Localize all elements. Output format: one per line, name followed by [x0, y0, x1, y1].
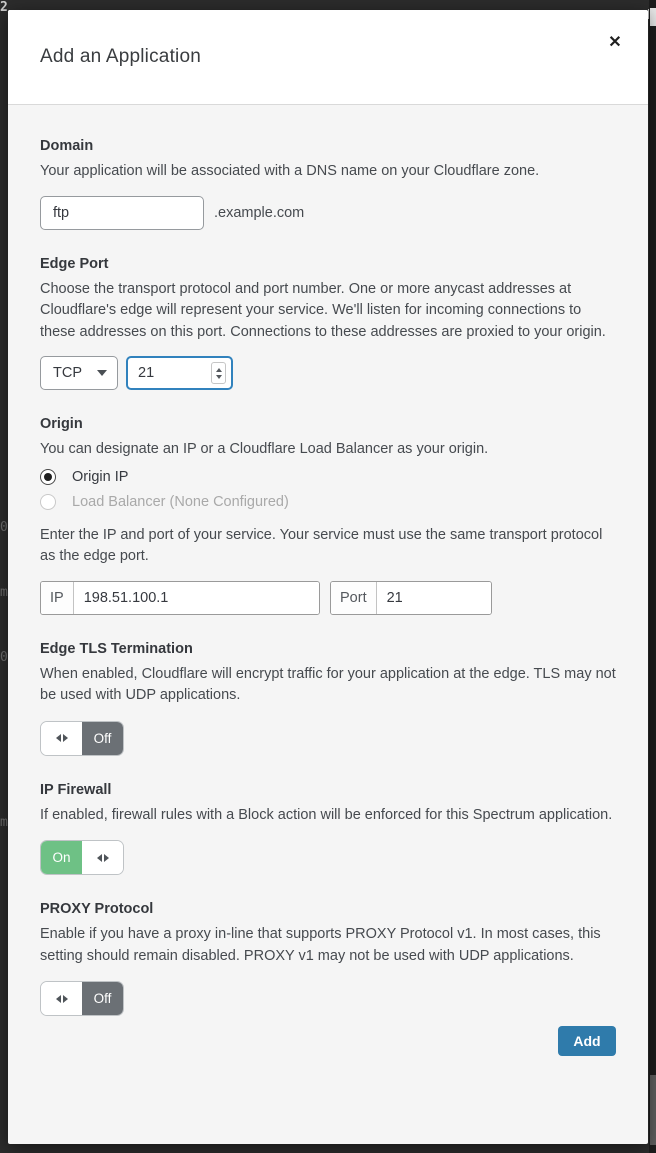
edge-port-section — [40, 255, 616, 391]
add-button[interactable]: Add — [558, 1026, 616, 1056]
ip-firewall-section — [40, 781, 616, 876]
proxy-protocol-heading: PROXY Protocol — [40, 901, 154, 917]
background-text-fragment: 2 — [0, 0, 8, 15]
domain-description: Your application will be associated with a DNS name on your Cloudflare zone. — [40, 163, 540, 179]
origin-port-field — [330, 581, 492, 615]
modal-footer — [40, 1026, 616, 1056]
firewall-toggle[interactable] — [40, 840, 124, 875]
proxy-protocol-description: Enable if you have a proxy in-line that supports PROXY Protocol v1. In most cases, this setting should remain disabled. PROXY v1 may not be used with UDP applications. — [40, 926, 601, 964]
origin-section — [40, 415, 616, 615]
domain-section — [40, 137, 616, 230]
origin-ip-input[interactable] — [74, 582, 319, 614]
proxy-toggle-state: Off — [82, 982, 123, 1015]
add-application-modal — [8, 10, 648, 1144]
protocol-select-value: TCP — [53, 365, 82, 381]
domain-input[interactable] — [40, 196, 204, 230]
radio-selected-icon — [40, 469, 56, 485]
toggle-handle — [41, 722, 82, 755]
scrollbar-thumb — [650, 1075, 656, 1145]
tls-toggle-state: Off — [82, 722, 123, 755]
toggle-handle — [41, 982, 82, 1015]
radio-load-balancer-label: Load Balancer (None Configured) — [72, 494, 289, 510]
background-scrollbar — [649, 0, 656, 1153]
number-spinner[interactable] — [211, 362, 226, 384]
background-text-fragment: m — [0, 585, 8, 600]
proxy-toggle[interactable] — [40, 981, 124, 1016]
chevron-down-icon — [97, 370, 107, 376]
spinner-up-icon — [216, 368, 222, 372]
origin-heading: Origin — [40, 416, 83, 432]
background-text-fragment: 0 — [0, 650, 8, 665]
edge-tls-section — [40, 640, 616, 756]
edge-port-heading: Edge Port — [40, 255, 109, 272]
port-field-label: Port — [331, 582, 377, 614]
radio-load-balancer — [40, 492, 616, 513]
radio-origin-ip-label: Origin IP — [72, 469, 129, 485]
modal-body — [8, 105, 648, 1144]
ip-field-label: IP — [41, 582, 74, 614]
modal-header — [8, 10, 648, 105]
radio-origin-ip[interactable] — [40, 467, 616, 488]
spinner-down-icon — [216, 375, 222, 379]
firewall-toggle-state: On — [41, 841, 82, 874]
ip-firewall-heading: IP Firewall — [40, 781, 112, 798]
toggle-arrows-icon — [56, 734, 68, 742]
toggle-arrows-icon — [97, 854, 109, 862]
ip-firewall-description: If enabled, firewall rules with a Block action will be enforced for this Spectrum application. — [40, 806, 613, 823]
domain-heading: Domain — [40, 138, 94, 154]
edge-port-description: Choose the transport protocol and port number. One or more anycast addresses at Cloudflare's edge will represent your service. We'll listen for incoming connections to these addresses on this port. Connections to these addresses are proxied to your origin. — [40, 280, 606, 340]
domain-suffix: .example.com — [214, 204, 305, 221]
edge-tls-description: When enabled, Cloudflare will encrypt traffic for your application at the edge. TLS may not be used with UDP applications. — [40, 665, 616, 703]
radio-disabled-icon — [40, 494, 56, 510]
protocol-select[interactable] — [40, 356, 118, 390]
origin-ip-field — [40, 581, 320, 615]
origin-port-input[interactable] — [377, 582, 491, 614]
edge-tls-heading: Edge TLS Termination — [40, 640, 193, 657]
page-title: Add an Application — [40, 46, 201, 67]
toggle-handle — [82, 841, 123, 874]
toggle-arrows-icon — [56, 995, 68, 1003]
origin-description: You can designate an IP or a Cloudflare Load Balancer as your origin. — [40, 441, 489, 457]
origin-ip-description: Enter the IP and port of your service. Your service must use the same transport protocol as the edge port. — [40, 526, 603, 564]
close-button[interactable]: ✕ — [602, 30, 628, 56]
background-ui-fragment — [650, 8, 656, 26]
background-text-fragment: 0 — [0, 520, 8, 535]
proxy-protocol-section — [40, 900, 616, 1016]
background-text-fragment: m — [0, 815, 8, 830]
tls-toggle[interactable] — [40, 721, 124, 756]
